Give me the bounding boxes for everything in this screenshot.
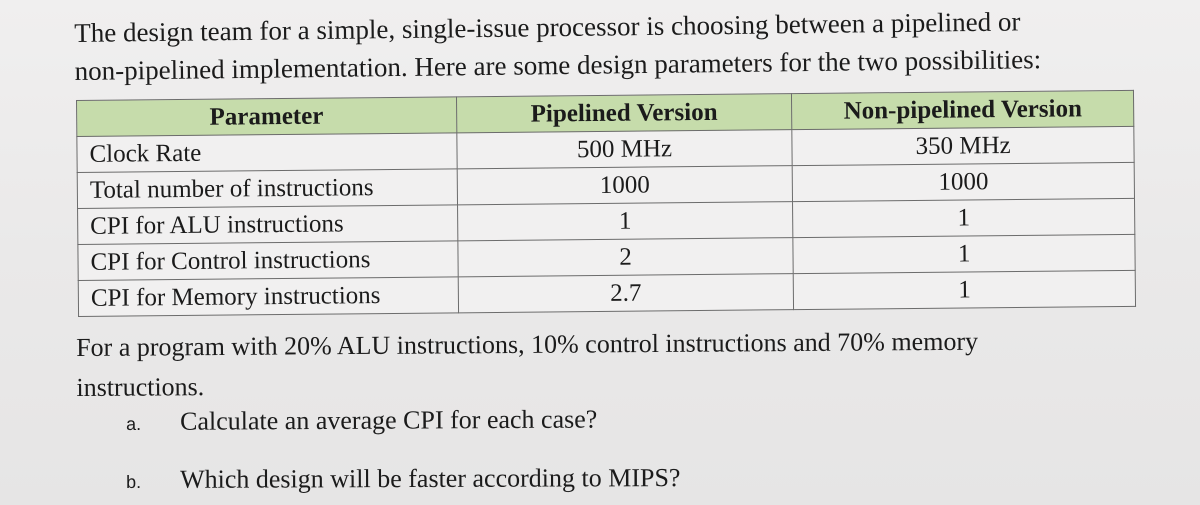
intro-line-1: The design team for a simple, single-issue processor is choosing between a pipelined or	[74, 6, 1021, 48]
list-item-b	[126, 460, 681, 500]
header-parameter: Parameter	[77, 97, 457, 137]
item-marker: a.	[126, 413, 142, 434]
row-label: CPI for Control instructions	[78, 241, 458, 281]
intro-line-2: non-pipelined implementation. Here are some design parameters for the two possibilities:	[74, 44, 1042, 86]
non-pipelined-value: 1	[793, 234, 1135, 273]
row-label: CPI for Memory instructions	[78, 277, 458, 317]
parameters-table	[76, 90, 1136, 317]
intro-paragraph	[74, 1, 1155, 90]
question-line-1: For a program with 20% ALU instructions, 10% control instructions and 70% memory	[76, 326, 979, 362]
pipelined-value: 1	[457, 202, 793, 241]
non-pipelined-value: 1	[794, 270, 1136, 309]
item-marker: b.	[126, 471, 142, 492]
pipelined-value: 1000	[457, 166, 793, 205]
item-text: Which design will be faster according to MIPS?	[180, 463, 681, 494]
question-line-2: instructions.	[76, 372, 205, 402]
non-pipelined-value: 1000	[792, 162, 1134, 201]
question-paragraph	[76, 320, 1157, 408]
header-pipelined: Pipelined Version	[456, 94, 792, 133]
list-item-a	[126, 402, 597, 442]
pipelined-value: 500 MHz	[456, 130, 792, 169]
row-label: Clock Rate	[77, 133, 457, 173]
non-pipelined-value: 350 MHz	[792, 126, 1134, 165]
row-label: Total number of instructions	[77, 169, 457, 209]
pipelined-value: 2.7	[458, 274, 794, 313]
pipelined-value: 2	[458, 238, 794, 277]
non-pipelined-value: 1	[793, 198, 1135, 237]
item-text: Calculate an average CPI for each case?	[180, 404, 598, 436]
header-non-pipelined: Non-pipelined Version	[792, 90, 1134, 129]
row-label: CPI for ALU instructions	[78, 205, 458, 245]
